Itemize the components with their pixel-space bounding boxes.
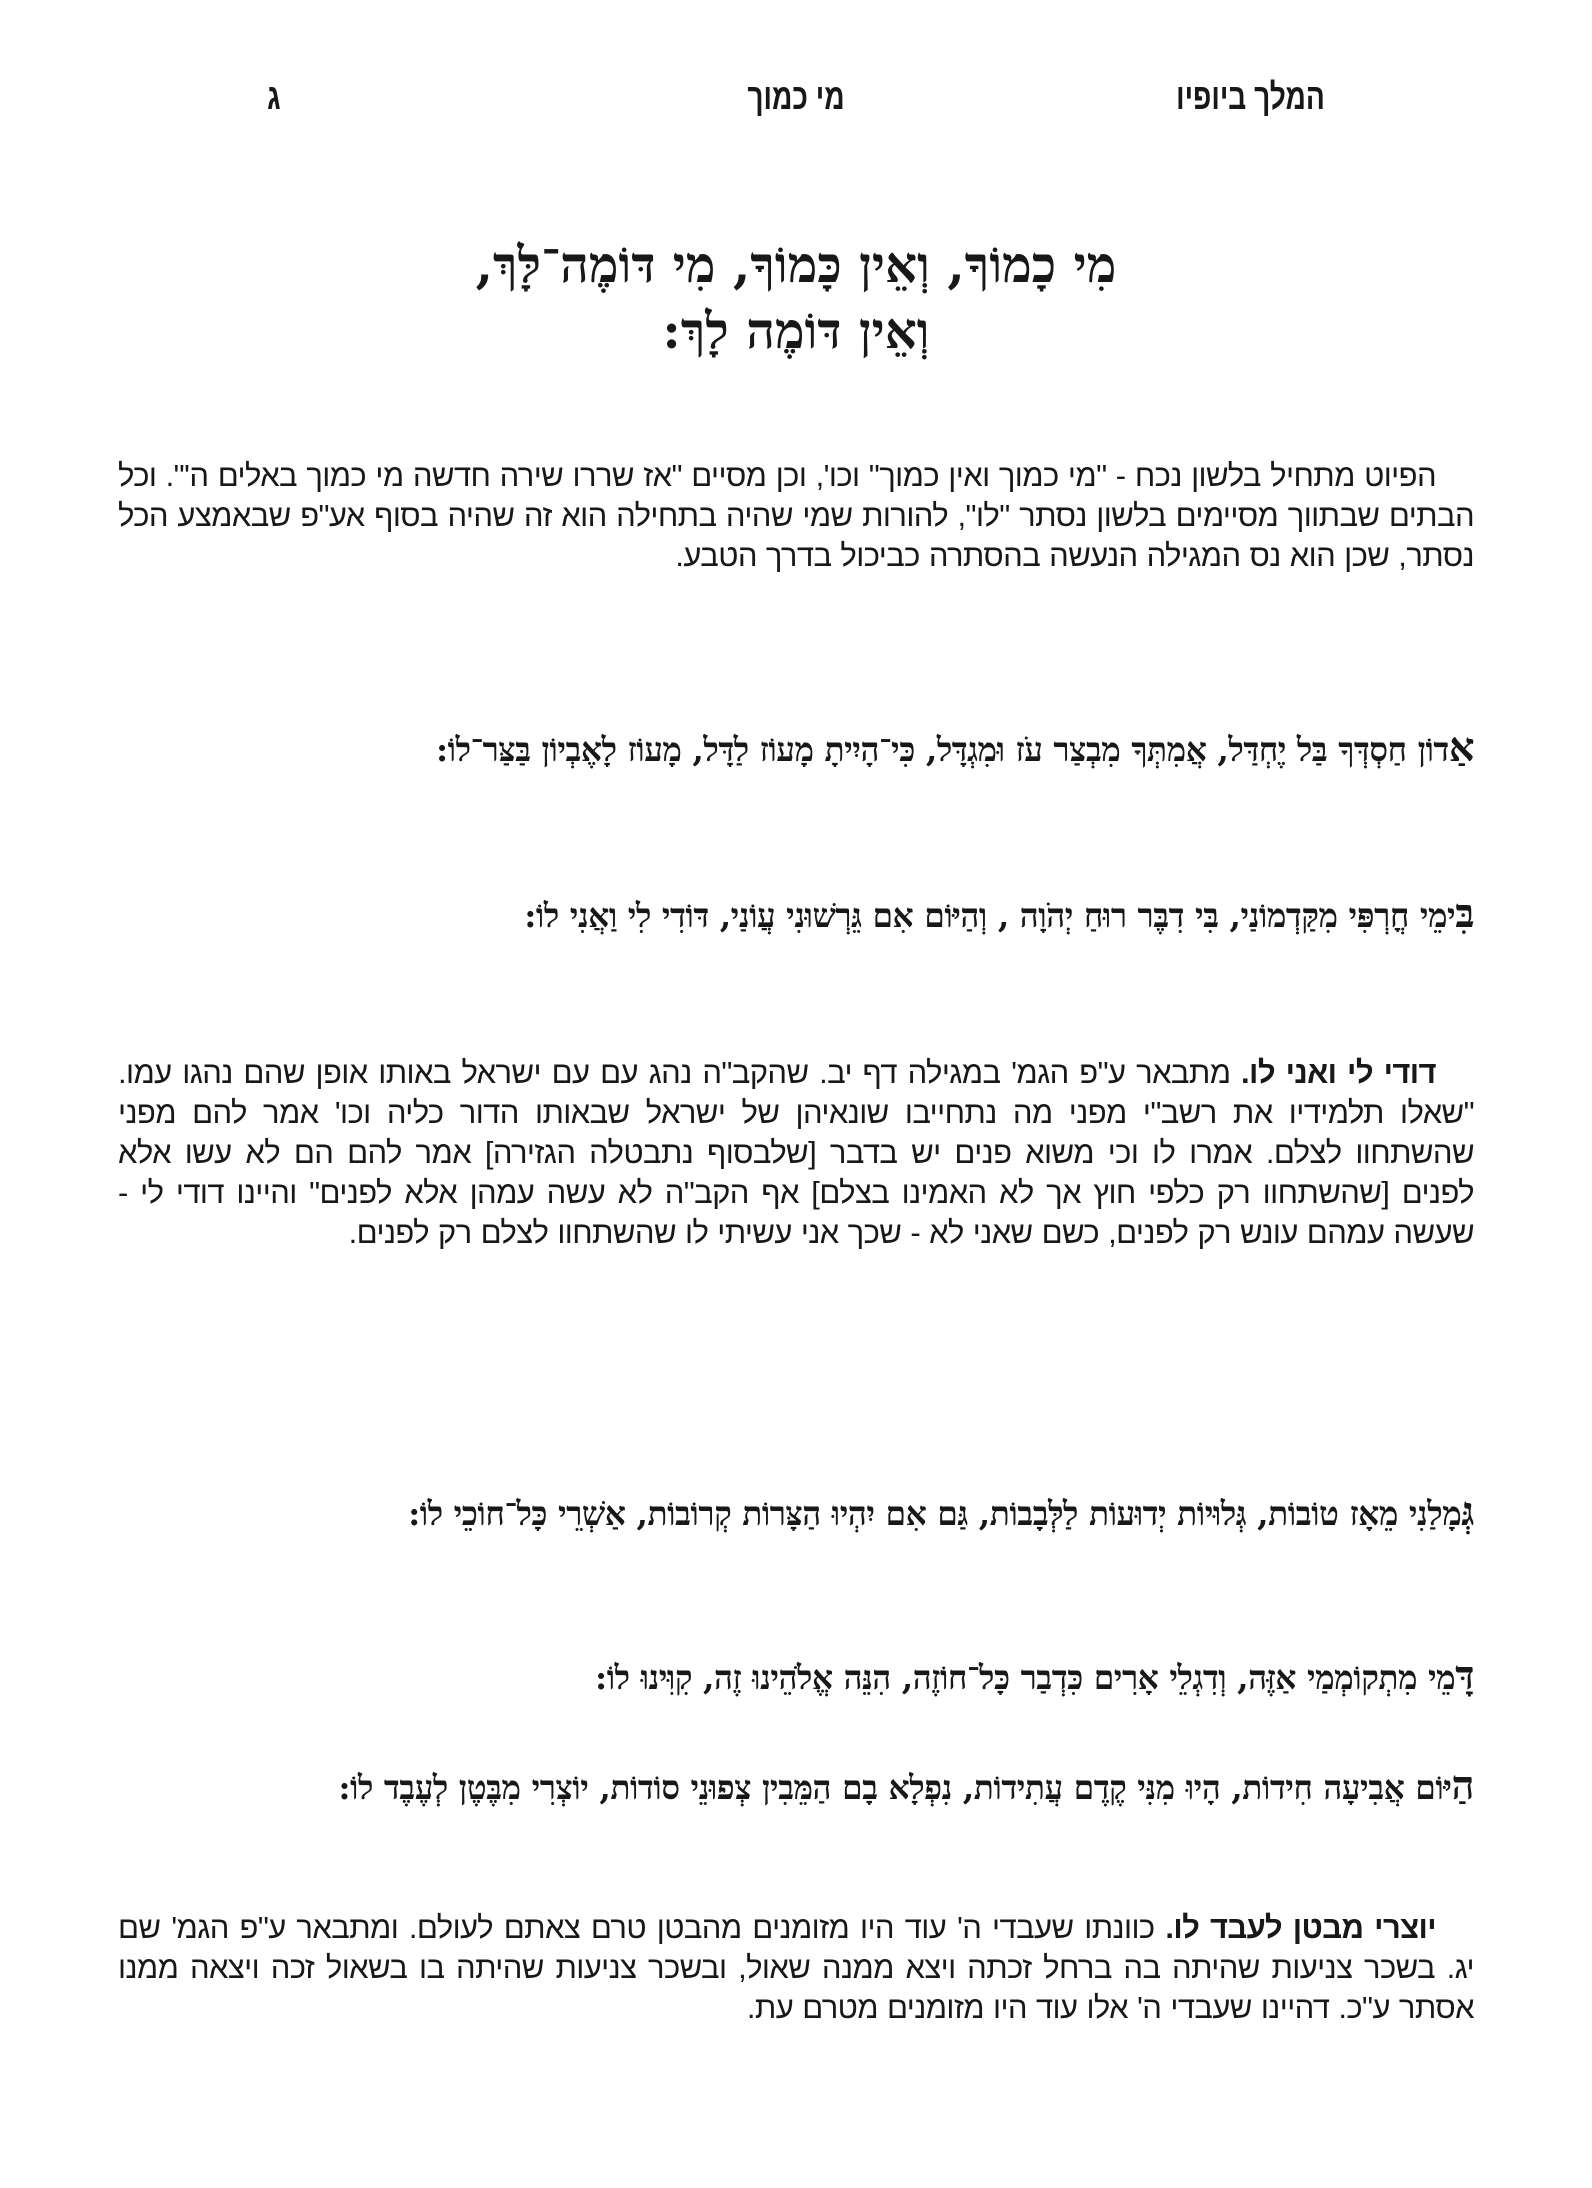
poem-stanza	[118, 888, 1474, 942]
section-title: מי כמוך	[747, 76, 845, 117]
stanza-initial: בִּ	[1455, 890, 1474, 937]
commentary-lead: יוצרי מבטן לעבד לו.	[1165, 1910, 1436, 1945]
stanza-text: ימֵי חֳרְפִּי מִקַּדְמוֹנַי, בִּי דִבֶּר רוּחַ יְהֹוָה , וְהַיּוֹם אִם גֵּרְשׁוּנִי עֲוֹנַי, דּוֹדִי לִי וַאֲנִי לוֹ:	[524, 896, 1456, 935]
running-header	[267, 72, 1325, 122]
page-number: ג	[267, 76, 281, 117]
book-title: המלך ביופיו	[1176, 76, 1325, 117]
commentary-paragraph	[118, 1053, 1474, 1253]
commentary-paragraph	[118, 1908, 1474, 2028]
stanza-initial: הַ	[1451, 1762, 1474, 1809]
stanza-text: יּוֹם אֲבִיעָה חִידוֹת, הָיוּ מִנִּי קֶדֶם עֲתִידוֹת, נִפְלָא בָם הַמֵּבִין צְפוּנֵי סוֹדוֹת, יוֹצְרִי מִבֶּטֶן לְעֶבֶד לוֹ:	[338, 1768, 1452, 1807]
poem-title	[150, 232, 1442, 364]
commentary-lead: דודי לי ואני לו.	[1241, 1055, 1436, 1090]
commentary-text: מתבאר ע"פ הגמ' במגילה דף יב. שהקב"ה נהג עם עם ישראל באותו אופן שהם נהגו עמו. "שאלו תלמידיו את רשב"י מפני מה נתחייבו שונאיהן של ישראל שבאותו הדור כליה וכו' אמר להם מפני שהשתחוו לצלם. אמרו לו וכי משוא פנים יש בדבר [שלבסוף נתבטלה הגזירה] אמר להם הם לא עשו אלא לפנים [שהשתחוו רק כלפי חוץ אך לא האמינו בצלם] אף הקב"ה לא עשה עמהן אלא לפנים" והיינו דודי לי - שעשה עמהם עונש רק לפנים, כשם שאני לא - שכך אני עשיתי לו שהשתחוו לצלם רק לפנים.	[118, 1055, 1474, 1250]
title-line-2: וְאֵין דּוֹמֶה לָךְ:	[662, 301, 930, 360]
commentary-text: הפיוט מתחיל בלשון נכח - "מי כמוך ואין כמוך" וכו', וכן מסיים "אז שררו שירה חדשה מי כמוך באלים ה'". וכל הבתים שבתווך מסיימים בלשון נסתר "לו", להורות שמי שהיה בתחילה הוא זה שהיה בסוף אע"פ שבאמצע הכל נסתר, שכן הוא נס המגילה הנעשה בהסתרה כביכול בדרך הטבע.	[118, 458, 1474, 573]
stanza-initial: גְּ	[1461, 1488, 1474, 1535]
stanza-initial: דָּ	[1455, 1652, 1474, 1699]
stanza-text: דוֹן חַסְדְּךָ בַּל יֶחְדַּל, אֲמִתְּךָ מִבְצַר עֹז וּמִגְדָּל, כִּי־הָיִיתָ מָעוֹז לַדָּל, מָעוֹז לָאֶבְיוֹן בַּצַּר־לוֹ:	[435, 730, 1449, 769]
stanza-initial: אַ	[1448, 724, 1474, 771]
stanza-text: מָלַנִי מֵאָז טוֹבוֹת, גְּלוּיוֹת יְדוּעוֹת לַלְּבָבוֹת, גַּם אִם יִהְיוּ הַצָּרוֹת קְרוֹבוֹת, אַשְׁרֵי כָּל־חוֹכֵי לוֹ:	[408, 1494, 1462, 1533]
poem-stanza	[118, 1486, 1474, 1540]
commentary-paragraph	[118, 456, 1474, 576]
commentary-text: כוונתו שעבדי ה' עוד היו מזומנים מהבטן טרם צאתם לעולם. ומתבאר ע"פ הגמ' שם יג. בשכר צניעות שהיתה בה ברחל זכתה ויצא ממנה שאול, ובשכר צניעות שהיתה בו בשאול זכה ויצאה ממנו אסתר ע"כ. דהיינו שעבדי ה' אלו עוד היו מזומנים מטרם עת.	[118, 1910, 1474, 2025]
poem-stanza	[118, 722, 1474, 776]
poem-stanza	[118, 1760, 1474, 1814]
stanza-text: מֵי מִתְקוֹמְמַי אַזֶּה, וְדִגְלֵי אָרִים כִּדְבַר כָּל־חוֹזֶה, הִנֵּה אֱלֹהֵינוּ זֶה, קִוִּינוּ לוֹ:	[595, 1658, 1456, 1697]
title-line-1: מִי כָמוֹךָ, וְאֵין כָּמוֹךָ, מִי דּוֹמֶה־לָּךְ,	[475, 235, 1117, 294]
poem-stanza	[118, 1650, 1474, 1704]
